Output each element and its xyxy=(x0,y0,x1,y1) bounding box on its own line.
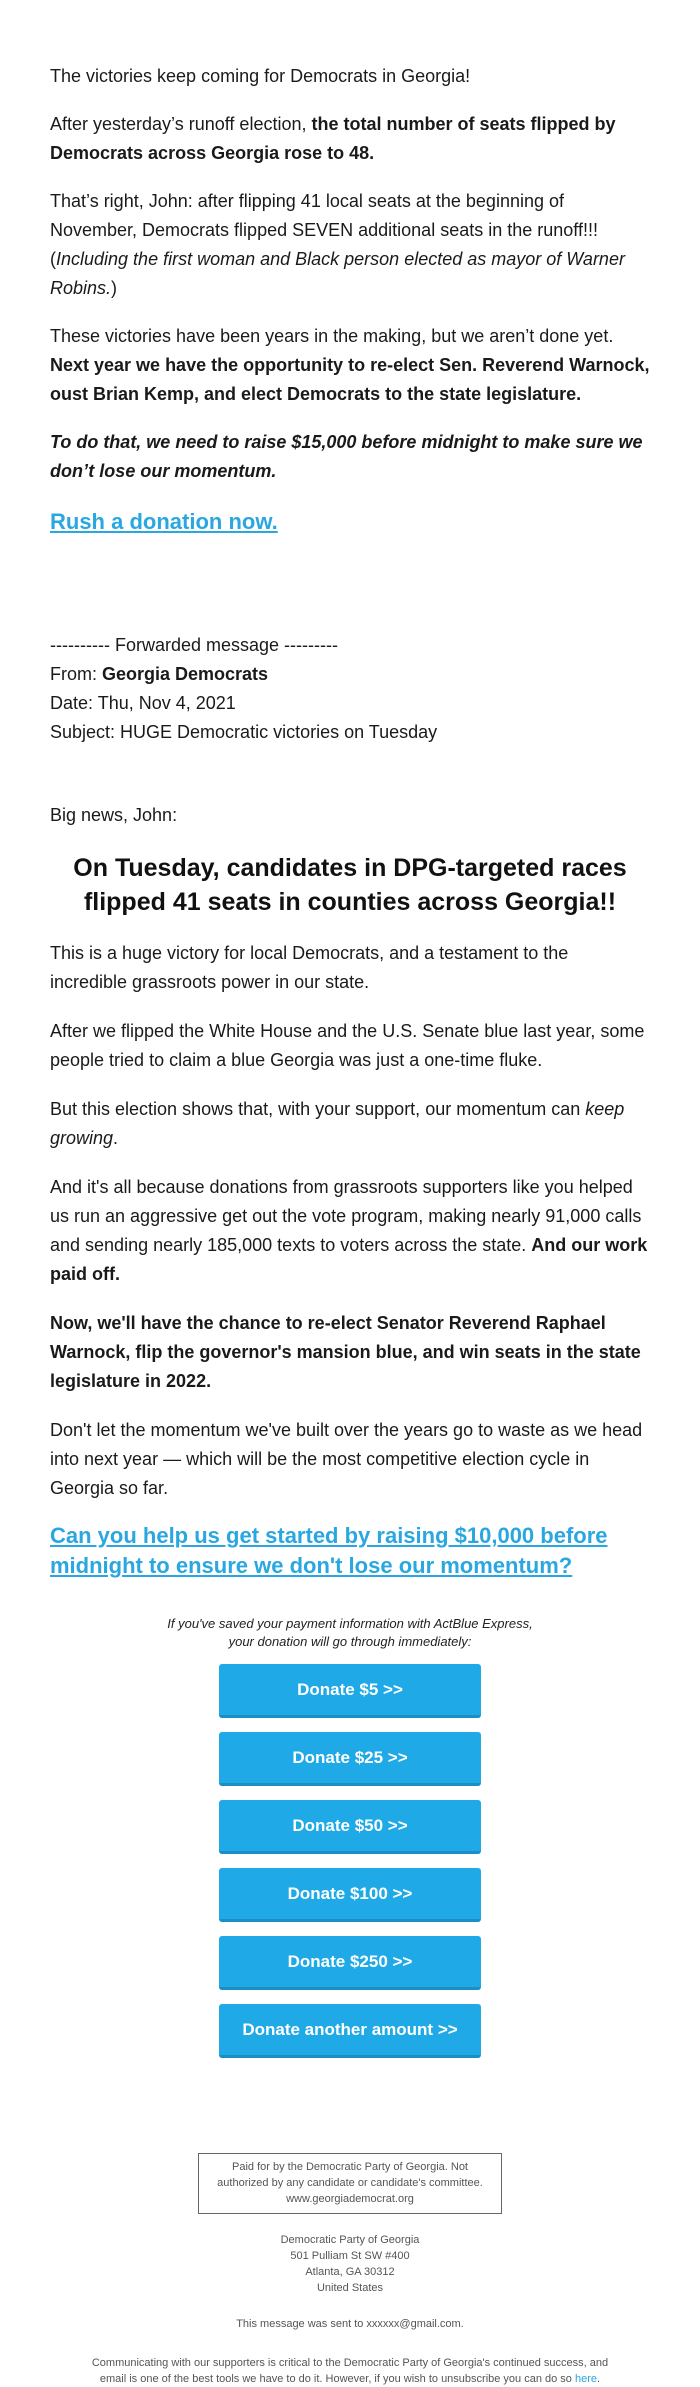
intro-p2-text: After yesterday’s runoff election, xyxy=(50,114,312,134)
body-p5-bold: Now, we'll have the chance to re-elect Senator Reverend Raphael Warnock, flip the governor's mansion blue, and win seats in the state legislature in 2022. xyxy=(50,1313,641,1391)
address-org: Democratic Party of Georgia xyxy=(280,2234,420,2246)
intro-paragraph-3 xyxy=(50,187,650,303)
forwarded-from xyxy=(50,660,650,689)
forwarded-date: Date: Thu, Nov 4, 2021 xyxy=(50,693,236,713)
mailing-address xyxy=(50,2232,650,2296)
address-city: Atlanta, GA 30312 xyxy=(305,2266,395,2278)
intro-p3-close: ) xyxy=(111,278,118,298)
forwarded-separator: ---------- Forwarded message --------- xyxy=(50,635,338,655)
donate-other-amount-button[interactable]: Donate another amount >> xyxy=(219,2004,481,2058)
donate-25-button[interactable]: Donate $25 >> xyxy=(219,1732,481,1786)
greeting: Big news, John: xyxy=(50,805,178,825)
intro-p5-bold-italic: To do that, we need to raise $15,000 before midnight to make sure we don’t lose our momentum. xyxy=(50,432,643,481)
from-label: From: xyxy=(50,664,102,684)
body-p3-text: But this election shows that, with your support, our momentum can xyxy=(50,1099,586,1119)
forwarded-subject: Subject: HUGE Democratic victories on Tuesday xyxy=(50,722,438,742)
donate-250-button[interactable]: Donate $250 >> xyxy=(219,1936,481,1990)
intro-paragraph-5 xyxy=(50,428,650,486)
actblue-express-note xyxy=(50,1615,650,1651)
donate-50-button[interactable]: Donate $50 >> xyxy=(219,1800,481,1854)
body-paragraph-6: Don't let the momentum we've built over the years go to waste as we head into next year — which will be the most competitive election cycle in Georgia so far. xyxy=(50,1420,643,1498)
intro-p3-italic: Including the first woman and Black person elected as mayor of Warner Robins. xyxy=(50,249,625,298)
body-p3-end: . xyxy=(113,1128,119,1148)
rush-donation-link[interactable]: Rush a donation now. xyxy=(50,509,278,534)
from-value: Georgia Democrats xyxy=(102,664,269,684)
disclaimer-text: Paid for by the Democratic Party of Georgia. Not authorized by any candidate or candidate's committee. xyxy=(217,2161,483,2189)
intro-paragraph-4 xyxy=(50,322,650,409)
body-paragraph-5 xyxy=(50,1309,650,1396)
sent-to-notice: This message was sent to xxxxxx@gmail.com. xyxy=(236,2318,464,2330)
paid-for-disclaimer xyxy=(198,2153,502,2214)
intro-p4-bold: Next year we have the opportunity to re-elect Sen. Reverend Warnock, oust Brian Kemp, and elect Democrats to the state legislature. xyxy=(50,355,650,404)
intro-paragraph-2 xyxy=(50,110,650,168)
body-paragraph-4 xyxy=(50,1173,650,1289)
address-country: United States xyxy=(316,2282,384,2294)
intro-p2-bold: the total number of seats flipped by Democrats across Georgia rose to 48. xyxy=(50,114,616,163)
intro-p4-text: These victories have been years in the making, but we aren’t done yet. xyxy=(50,326,614,346)
body-p4-text: And it's all because donations from grassroots supporters like you helped us run an aggressive get out the vote program, making nearly 91,000 calls and sending nearly 185,000 texts to voters across the state. xyxy=(50,1177,642,1255)
disclaimer-website: www.georgiademocrat.org xyxy=(286,2193,414,2205)
express-line-1: If you've saved your payment information with ActBlue Express, xyxy=(167,1616,533,1631)
unsubscribe-end: . xyxy=(597,2373,601,2385)
body-paragraph-1: This is a huge victory for local Democrats, and a testament to the incredible grassroots power in our state. xyxy=(50,943,569,992)
donate-5-button[interactable]: Donate $5 >> xyxy=(219,1664,481,1718)
body-paragraph-2: After we flipped the White House and the U.S. Senate blue last year, some people tried to claim a blue Georgia was just a one-time fluke. xyxy=(50,1021,645,1070)
raise-10000-link[interactable]: Can you help us get started by raising $10,000 before midnight to ensure we don't lose our momentum? xyxy=(50,1523,608,1578)
unsubscribe-text: Communicating with our supporters is critical to the Democratic Party of Georgia's continued success, and email is one of the best tools we have to do it. However, if you wish to unsubscribe you can do so xyxy=(91,2357,609,2385)
donate-100-button[interactable]: Donate $100 >> xyxy=(219,1868,481,1922)
forwarded-header xyxy=(50,631,650,747)
body-p4-bold: And our work paid off. xyxy=(50,1235,648,1284)
intro-paragraph-1: The victories keep coming for Democrats in Georgia! xyxy=(50,66,471,86)
body-p3-italic: keep growing xyxy=(50,1099,625,1148)
donate-buttons xyxy=(50,1664,650,2072)
intro-p3-text: That’s right, John: after flipping 41 local seats at the beginning of November, Democrats flipped SEVEN additional seats in the runoff!!! ( xyxy=(50,191,598,269)
body-paragraph-3 xyxy=(50,1095,650,1153)
headline: On Tuesday, candidates in DPG-targeted races flipped 41 seats in counties across Georgia!! xyxy=(73,854,627,916)
express-line-2: your donation will go through immediately: xyxy=(228,1634,472,1649)
address-street: 501 Pulliam St SW #400 xyxy=(290,2250,410,2262)
unsubscribe-notice xyxy=(50,2355,650,2387)
unsubscribe-link[interactable]: here xyxy=(575,2373,598,2385)
